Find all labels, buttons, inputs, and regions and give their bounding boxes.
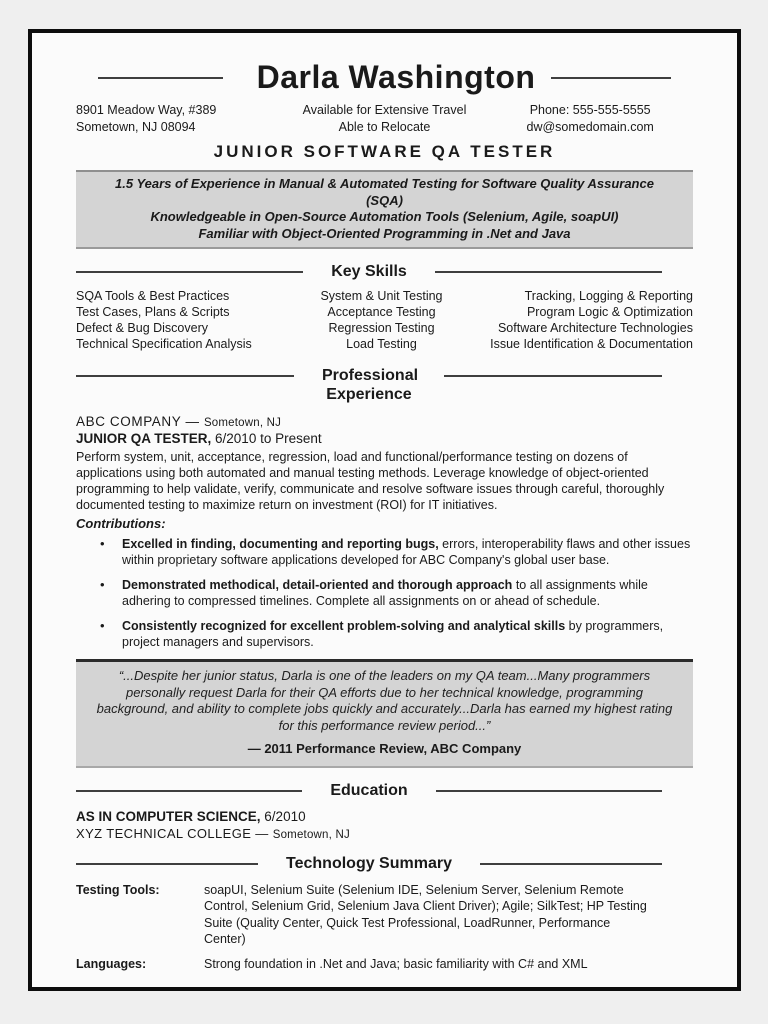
skill-item: Defect & Bug Discovery [76,321,208,335]
section-header-technology-summary [76,855,662,873]
bullet-lead: Demonstrated methodical, detail-oriented and thorough approach [122,578,513,592]
bullet-rest: errors, interoperability flaws and other issues within proprietary software applications developed for ABC Company's global user base. [122,537,691,567]
section-rule-left [76,375,294,377]
contributions-list [76,536,693,650]
company-line [76,414,693,429]
summary-highlight-box [76,170,693,249]
summary-line-3: Familiar with Object-Oriented Programming in .Net and Java [198,225,571,241]
bullet-rest: by programmers, project managers and supervisors. [122,619,664,649]
section-title-education: Education [330,781,408,799]
skill-item: Regression Testing [328,321,435,335]
contact-address [76,102,282,135]
tech-row-value: soapUI, Selenium Suite (Selenium IDE, Selenium Server, Selenium Remote Control, Selenium Grid, Selenium Java Client Driver); Agile; SilkTest; HP Testing Suite (Quality Center, Quick Test Professional, LoadRunner, Performance Center) [204,882,647,946]
skills-column-1 [76,288,276,352]
section-rule-right [435,271,662,273]
company-location: Sometown, NJ [203,417,282,429]
section-rule-left [76,271,303,273]
bullet-lead: Consistently recognized for excellent problem-solving and analytical skills [122,619,566,633]
bullet-icon [100,536,122,568]
job-dates: 6/2010 to Present [215,431,322,446]
skill-item: Acceptance Testing [327,305,436,319]
contact-row [76,102,693,135]
section-title-key-skills: Key Skills [331,263,407,280]
bullet-text [122,536,693,568]
bullet-icon [100,577,122,609]
name-rule-left [98,77,223,79]
name-rule-right [551,77,671,79]
bullet-text [122,577,693,609]
technology-summary-table [76,882,693,973]
list-item [100,577,693,609]
list-item [100,536,693,568]
skill-item: Tracking, Logging & Reporting [524,289,693,303]
degree-name: AS IN COMPUTER SCIENCE, [76,808,261,824]
section-header-key-skills [76,263,662,281]
school-location: Sometown, NJ [272,828,350,841]
skills-column-2 [276,288,487,352]
bullet-lead: Excelled in finding, documenting and reporting bugs, [122,537,439,551]
degree-date: 6/2010 [264,808,306,824]
skill-item: Technical Specification Analysis [76,337,252,351]
company-name: ABC COMPANY — [76,414,200,429]
degree-line [76,809,693,824]
contact-phone-email [487,102,693,135]
address-line-1: 8901 Meadow Way, #389 [76,103,217,117]
skill-item: Issue Identification & Documentation [490,337,693,351]
summary-line-2: Knowledgeable in Open-Source Automation Tools (Selenium, Agile, soapUI) [150,209,619,224]
tech-row-value: Strong foundation in .Net and Java; basic familiarity with C# and XML [204,956,588,971]
skill-item: SQA Tools & Best Practices [76,289,230,303]
skill-item: Program Logic & Optimization [526,305,693,319]
resume-page [28,29,741,991]
bullet-text [122,618,693,650]
bullet-rest: to all assignments while adhering to compressed timelines. Complete all assignments on or ahead of schedule. [122,578,648,608]
address-line-2: Sometown, NJ 08094 [76,119,196,134]
skill-item: System & Unit Testing [320,289,443,303]
email-address: dw@somedomain.com [526,119,654,134]
job-title: JUNIOR QA TESTER, [76,431,212,446]
job-title-line [76,431,693,446]
testimonial-attribution: — 2011 Performance Review, ABC Company [247,741,522,756]
section-title-professional-experience: Professional Experience [322,367,419,403]
skill-item: Software Architecture Technologies [497,321,693,335]
section-rule-right [480,863,662,865]
name-header [76,59,693,96]
list-item [100,618,693,650]
experience-summary-paragraph: Perform system, unit, acceptance, regression, load and functional/performance testing on dozens of applications using both automated and manual testing methods. Leverage knowledge of object-oriented programming to help validate, verify, communicate and resolve software issues through careful, thoroughly documented testing to maximize return on investment (ROI) for IT initiatives. [76,450,665,512]
availability-line-2: Able to Relocate [338,119,431,134]
testimonial-quote: “...Despite her junior status, Darla is one of the leaders on my QA team...Many programmers personally request Darla for their QA efforts due to her technical knowledge, programming background, and ability to complete jobs quickly and accurately...Darla has earned my highest rating for this performance review period...” [96,668,673,733]
availability-line-1: Available for Extensive Travel [302,103,467,117]
section-header-education [76,782,662,800]
section-header-professional-experience [76,366,662,404]
school-line [76,826,693,841]
contact-availability [282,102,488,135]
skills-grid [76,288,693,352]
tech-row-label: Languages: [76,956,147,971]
skill-item: Test Cases, Plans & Scripts [76,305,230,319]
contributions-label: Contributions: [76,516,166,531]
section-rule-left [76,790,302,792]
section-rule-left [76,863,258,865]
summary-line-1: 1.5 Years of Experience in Manual & Automated Testing for Software Quality Assurance (SQA) [115,176,654,208]
resume-title: JUNIOR SOFTWARE QA TESTER [213,142,556,161]
tech-row-label: Testing Tools: [76,882,160,897]
candidate-name: Darla Washington [256,59,536,95]
skill-item: Load Testing [346,337,417,351]
testimonial-box [76,659,693,768]
school-name: XYZ TECHNICAL COLLEGE — [76,825,269,841]
section-rule-right [444,375,662,377]
section-rule-right [436,790,662,792]
bullet-icon [100,618,122,650]
skills-column-3 [487,288,693,352]
phone-number: Phone: 555-555-5555 [529,103,651,117]
section-title-technology-summary: Technology Summary [286,854,452,872]
